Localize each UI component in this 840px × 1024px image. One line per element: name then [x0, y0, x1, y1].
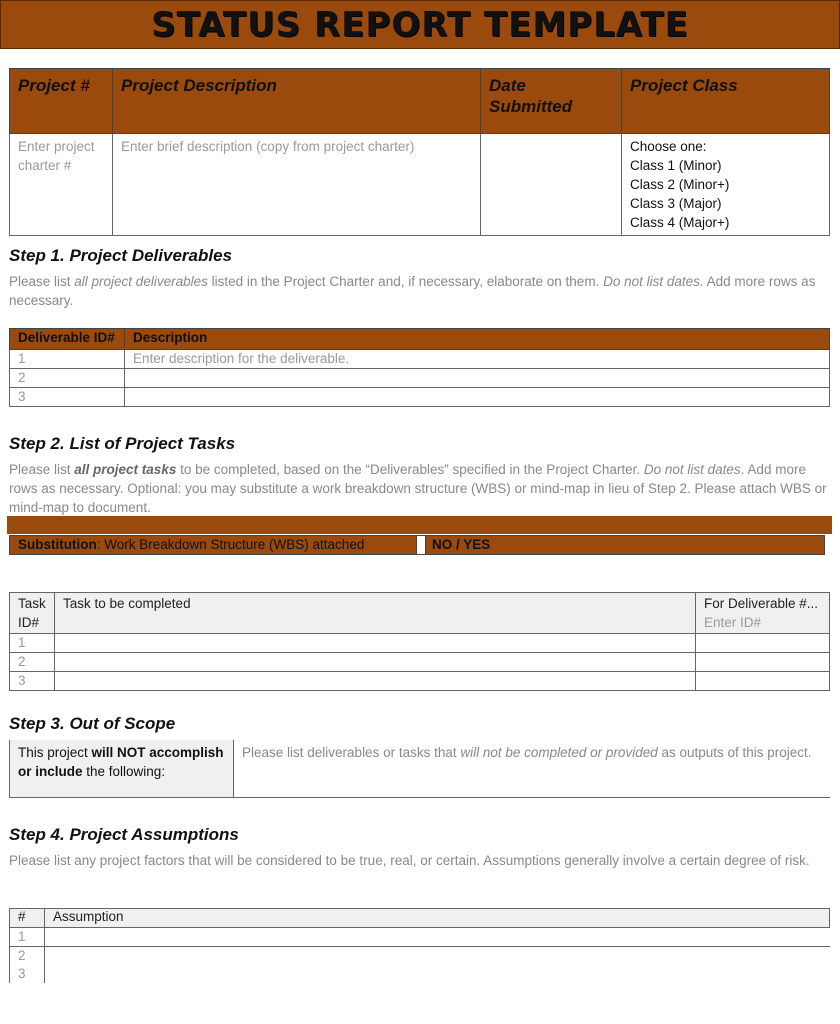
deliverable-description-cell[interactable]: Enter description for the deliverable. [125, 350, 830, 369]
header-number: # [10, 909, 45, 928]
label-text: the following: [82, 764, 166, 779]
header-date-submitted: Date Submitted [481, 69, 622, 134]
assumption-number-cell: 3 [10, 965, 45, 983]
header-project-description: Project Description [113, 69, 481, 134]
for-deliverable-cell[interactable] [696, 634, 830, 653]
substitution-text: : Work Breakdown Structure (WBS) attached [96, 537, 365, 552]
header-project-class: Project Class [622, 69, 830, 134]
task-id-cell: 1 [10, 634, 55, 653]
substitution-label-bold: Substitution [18, 537, 97, 552]
desc-text: Add more rows as necessary. [9, 274, 816, 308]
page-title: STATUS REPORT TEMPLATE [151, 4, 689, 45]
table-row [10, 388, 830, 407]
desc-emphasis: all project deliverables [74, 274, 208, 289]
label-text: This project [18, 745, 92, 760]
task-cell[interactable] [55, 653, 696, 672]
header-project-no: Project # [10, 69, 113, 134]
header-for-deliverable [696, 593, 830, 634]
deliverable-id-cell: 3 [10, 388, 125, 407]
desc-text: Please list [9, 462, 75, 477]
header-hint: Enter ID# [704, 615, 762, 630]
table-row [10, 928, 830, 947]
class-option[interactable]: Class 3 (Major) [630, 196, 722, 211]
substitution-row [9, 535, 825, 555]
deliverables-table [9, 328, 830, 407]
divider-bar [7, 516, 832, 534]
step2-description [9, 460, 834, 517]
deliverable-description-cell[interactable] [125, 369, 830, 388]
assumptions-table [9, 908, 830, 983]
task-cell[interactable] [55, 634, 696, 653]
substitution-gap [416, 536, 426, 554]
date-submitted-field[interactable] [481, 134, 622, 236]
assumption-number-cell: 1 [10, 928, 45, 947]
out-of-scope-table [9, 740, 830, 798]
assumption-cell[interactable] [45, 928, 830, 947]
deliverable-description-cell[interactable] [125, 388, 830, 407]
header-assumption: Assumption [45, 909, 830, 928]
project-table [9, 68, 830, 236]
assumption-cell[interactable] [45, 947, 830, 966]
step2-title: Step 2. List of Project Tasks [9, 434, 236, 453]
field-text: as outputs of this project. [657, 745, 812, 760]
table-row [10, 947, 830, 966]
field-emphasis: will not be completed or provided [460, 745, 658, 760]
table-row [10, 350, 830, 369]
desc-text: to be completed, based on the “Deliverables” specified in the Project Charter. [176, 462, 644, 477]
step3-title: Step 3. Out of Scope [9, 714, 176, 733]
desc-text: . Add more rows as necessary. Optional: you may substitute a work breakdown structure (WBS) or mind-map in lieu of Step 2. Please attach WBS or mind-map to document. [9, 462, 827, 515]
header-deliverable-description: Description [125, 329, 830, 350]
deliverable-id-cell: 2 [10, 369, 125, 388]
table-row [10, 672, 830, 691]
table-row [10, 634, 830, 653]
header-task: Task to be completed [55, 593, 696, 634]
step4-title: Step 4. Project Assumptions [9, 825, 239, 844]
out-of-scope-label [10, 740, 234, 798]
desc-text: Please list [9, 274, 75, 289]
table-row [10, 369, 830, 388]
class-option[interactable]: Class 4 (Major+) [630, 215, 730, 230]
field-text: Please list deliverables or tasks that [242, 745, 461, 760]
project-description-field[interactable]: Enter brief description (copy from project charter) [113, 134, 481, 236]
assumption-number-cell: 2 [10, 947, 45, 966]
tasks-table [9, 592, 830, 691]
for-deliverable-cell[interactable] [696, 672, 830, 691]
for-deliverable-cell[interactable] [696, 653, 830, 672]
desc-emphasis: Do not list dates. [603, 274, 704, 289]
substitution-choice[interactable]: NO / YES [432, 537, 491, 552]
substitution-label [10, 536, 416, 554]
deliverable-id-cell: 1 [10, 350, 125, 369]
project-class-field[interactable] [622, 134, 830, 236]
assumption-cell[interactable] [45, 965, 830, 983]
header-task-id: Task ID# [10, 593, 55, 634]
class-option[interactable]: Class 1 (Minor) [630, 158, 722, 173]
class-option[interactable]: Class 2 (Minor+) [630, 177, 730, 192]
label-bold: will NOT accomplish or include [18, 745, 224, 779]
task-cell[interactable] [55, 672, 696, 691]
step4-description: Please list any project factors that will be considered to be true, real, or certain. Assumptions generally involve a certain degree of risk. [9, 853, 810, 868]
desc-emphasis: all project tasks [74, 462, 177, 477]
desc-text: listed in the Project Charter and, if necessary, elaborate on them. [207, 274, 604, 289]
step1-title: Step 1. Project Deliverables [9, 246, 232, 265]
header-for-deliverable-label: For Deliverable #... [704, 596, 819, 611]
class-prompt: Choose one: [630, 139, 707, 154]
desc-emphasis: Do not list dates [643, 462, 741, 477]
task-id-cell: 2 [10, 653, 55, 672]
out-of-scope-field[interactable] [234, 740, 831, 798]
title-banner [0, 0, 840, 49]
table-row [10, 653, 830, 672]
table-row [10, 965, 830, 983]
step1-description [9, 272, 834, 310]
task-id-cell: 3 [10, 672, 55, 691]
project-no-field[interactable]: Enter project charter # [10, 134, 113, 236]
header-deliverable-id: Deliverable ID# [10, 329, 125, 350]
